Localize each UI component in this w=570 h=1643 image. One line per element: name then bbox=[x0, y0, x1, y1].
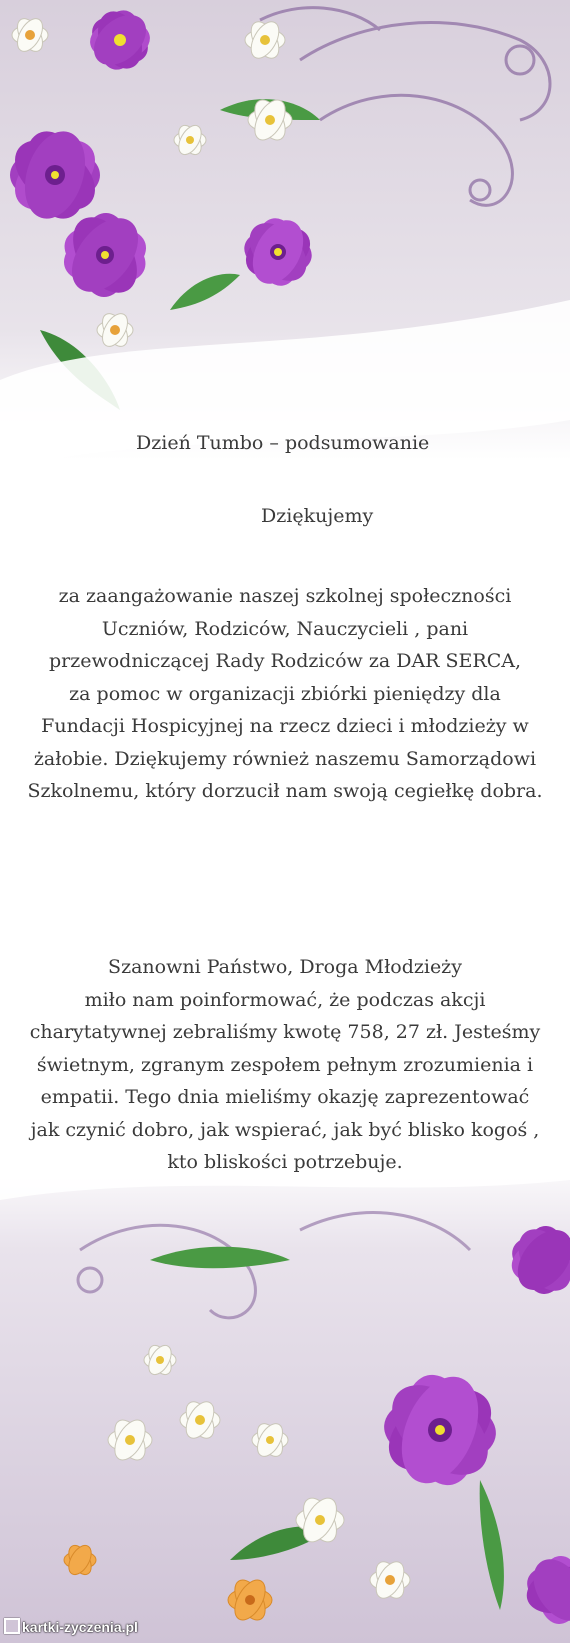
card-icon bbox=[4, 1618, 20, 1634]
swirl-ornament-bottom bbox=[78, 1213, 470, 1318]
paragraph-thanks bbox=[0, 580, 570, 808]
white-flowers-bottom bbox=[64, 1342, 410, 1625]
text-line: empatii. Tego dnia mieliśmy okazję zaprezentować bbox=[40, 1086, 530, 1108]
text-line: przewodniczącej Rady Rodziców za DAR SERCA, bbox=[48, 650, 522, 672]
site-watermark bbox=[4, 1618, 138, 1635]
paragraph-summary bbox=[0, 951, 570, 1179]
text-line: charytatywnej zebraliśmy kwotę 758, 27 zł. Jesteśmy bbox=[29, 1021, 541, 1043]
swirl-ornament-top bbox=[260, 8, 550, 206]
text-line: Szanowni Państwo, Droga Młodzieży bbox=[108, 956, 462, 978]
text-line: Fundacji Hospicyjnej na rzecz dzieci i młodzieży w bbox=[41, 715, 529, 737]
text-line: za pomoc w organizacji zbiórki pieniędzy dla bbox=[69, 682, 501, 705]
text-line: miło nam poinformować, że podczas akcji bbox=[84, 988, 486, 1011]
text-line: za zaangażowanie naszej szkolnej społeczności bbox=[58, 585, 512, 607]
text-line: Szkolnemu, który dorzucił nam swoją cegiełkę dobra. bbox=[27, 780, 543, 802]
card-title: Dzień Tumbo – podsumowanie bbox=[136, 432, 430, 454]
text-line: Uczniów, Rodziców, Nauczycieli , pani bbox=[101, 617, 469, 640]
text-line: kto bliskości potrzebuje. bbox=[167, 1151, 403, 1173]
text-line: świetnym, zgranym zespołem pełnym zrozumienia i bbox=[36, 1053, 534, 1076]
text-line: żałobie. Dziękujemy również naszemu Samorządowi bbox=[33, 747, 537, 770]
text-line: jak czynić dobro, jak wspierać, jak być blisko kogoś , bbox=[30, 1118, 540, 1141]
thanks-heading: Dziękujemy bbox=[261, 505, 374, 527]
watermark-suffix: -zyczenia.pl bbox=[59, 1619, 138, 1635]
watermark-prefix: kartki bbox=[22, 1619, 60, 1635]
